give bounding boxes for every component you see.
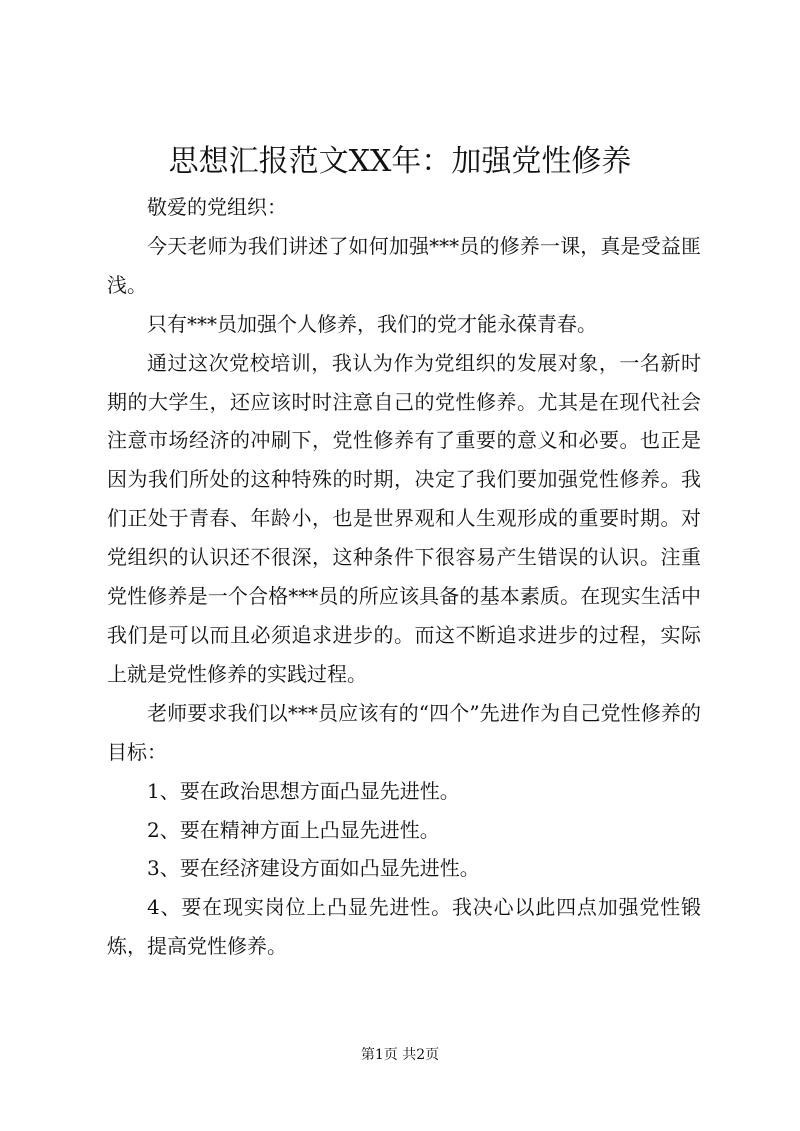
paragraph: 老师要求我们以***员应该有的“四个”先进作为自己党性修养的目标： xyxy=(107,700,701,764)
page-number-footer: 第1页 共2页 xyxy=(360,1047,440,1063)
salutation: 敬爱的党组织： xyxy=(147,195,287,219)
list-item: 3、要在经济建设方面如凸显先进性。 xyxy=(147,856,480,881)
paragraph: 只有***员加强个人修养，我们的党才能永葆青春。 xyxy=(147,311,597,336)
document-body xyxy=(107,188,701,966)
paragraph: 今天老师为我们讲述了如何加强***员的修养一课，真是受益匪浅。 xyxy=(107,233,701,297)
paragraph: 通过这次党校培训，我认为作为党组织的发展对象，一名新时期的大学生，还应该时时注意自己的党性修养。尤其是在现代社会注意市场经济的冲刷下，党性修养有了重要的意义和必要。也正是因为我们所处的这种特殊的时期，决定了我们要加强党性修养。我们正处于青春、年龄小，也是世界观和人生观形成的重要时期。对党组织的认识还不很深，这种条件下很容易产生错误的认识。注重党性修养是一个合格***员的所应该具备的基本素质。在现实生活中我们是可以而且必须追求进步的。而这不断追求进步的过程，实际上就是党性修养的实践过程。 xyxy=(107,350,701,686)
list-item: 4、要在现实岗位上凸显先进性。我决心以此四点加强党性锻炼，提高党性修养。 xyxy=(107,895,701,959)
list-item: 1、要在政治思想方面凸显先进性。 xyxy=(147,778,460,803)
list-item: 2、要在精神方面上凸显先进性。 xyxy=(147,817,440,842)
document-title: 思想汇报范文XX年：加强党性修养 xyxy=(168,144,632,179)
